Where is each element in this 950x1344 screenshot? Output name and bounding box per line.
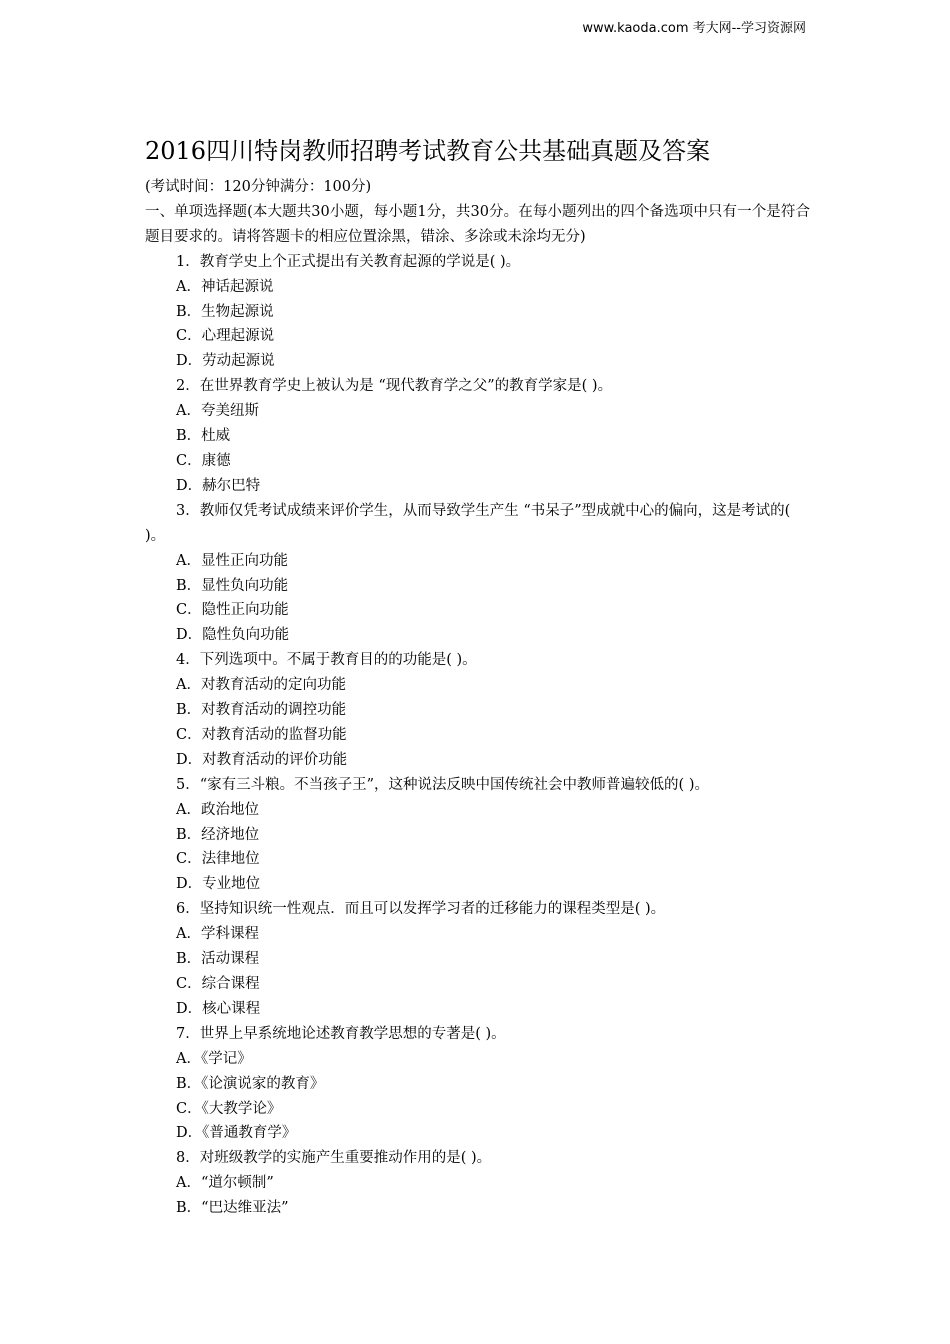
exam-info: (考试时间：120分钟满分：100分) — [145, 179, 372, 195]
option-b: B．显性负向功能 — [176, 577, 289, 594]
question-8 — [145, 1146, 810, 1221]
question-5 — [145, 773, 810, 898]
document-body — [145, 175, 810, 1221]
question-stem: 7．世界上早系统地论述教育教学思想的专著是( )。 — [176, 1025, 506, 1042]
option-d: D．专业地位 — [176, 876, 261, 893]
option-d: D．核心课程 — [176, 1000, 261, 1017]
option-c: C．对教育活动的监督功能 — [176, 726, 347, 743]
site-header: www.kaoda.com 考大网--学习资源网 — [582, 21, 806, 36]
option-b: B．生物起源说 — [176, 303, 274, 320]
option-a: A．夸美纽斯 — [176, 403, 259, 420]
option-a: A．对教育活动的定向功能 — [176, 677, 346, 694]
section-intro: 一、单项选择题(本大题共30小题，每小题1分，共30分。在每小题列出的四个备选项中只有一个是符合题目要求的。请将答题卡的相应位置涂黑，错涂、多涂或未涂均无分) — [145, 203, 810, 245]
question-stem: 3．教师仅凭考试成绩来评价学生，从而导致学生产生 “书呆子”型成就中心的偏向，这是考试的( )。 — [145, 502, 791, 544]
option-d: D．隐性负向功能 — [176, 627, 290, 644]
option-d: D．《普通教育学》 — [176, 1125, 297, 1142]
option-d: D．劳动起源说 — [176, 353, 275, 370]
option-a: A．“道尔顿制” — [176, 1175, 274, 1192]
option-c: C．法律地位 — [176, 851, 260, 868]
option-d: D．赫尔巴特 — [176, 477, 261, 494]
option-b: B．《论演说家的教育》 — [176, 1075, 325, 1092]
option-a: A．神话起源说 — [176, 278, 274, 295]
option-b: B．“巴达维亚法” — [176, 1200, 289, 1217]
option-b: B．经济地位 — [176, 826, 260, 843]
option-c: C．隐性正向功能 — [176, 602, 289, 619]
question-7 — [145, 1022, 810, 1147]
question-stem: 2．在世界教育学史上被认为是 “现代教育学之父”的教育学家是( )。 — [176, 378, 613, 395]
document-title: 2016四川特岗教师招聘考试教育公共基础真题及答案 — [145, 137, 711, 165]
question-1 — [145, 250, 810, 375]
question-stem: 1．教育学史上个正式提出有关教育起源的学说是( )。 — [176, 253, 521, 270]
option-b: B．活动课程 — [176, 951, 260, 968]
question-stem: 8．对班级教学的实施产生重要推动作用的是( )。 — [176, 1150, 492, 1167]
option-d: D．对教育活动的评价功能 — [176, 751, 348, 768]
question-stem: 6．坚持知识统一性观点．而且可以发挥学习者的迁移能力的课程类型是( )。 — [176, 901, 666, 918]
option-a: A．政治地位 — [176, 801, 259, 818]
option-a: A．学科课程 — [176, 926, 259, 943]
option-a: A．《学记》 — [176, 1050, 252, 1067]
option-c: C．心理起源说 — [176, 328, 275, 345]
question-2 — [145, 374, 810, 499]
question-6 — [145, 897, 810, 1022]
option-c: C．《大教学论》 — [176, 1100, 282, 1117]
option-c: C．康德 — [176, 452, 231, 469]
question-stem: 4．下列选项中。不属于教育目的的功能是( )。 — [176, 652, 477, 669]
question-stem: 5．“家有三斗粮。不当孩子王”，这种说法反映中国传统社会中教师普遍较低的( )。 — [176, 776, 709, 793]
option-a: A．显性正向功能 — [176, 552, 288, 569]
option-b: B．杜威 — [176, 428, 231, 445]
question-4 — [145, 648, 810, 773]
option-c: C．综合课程 — [176, 976, 260, 992]
question-3 — [145, 499, 810, 648]
option-b: B．对教育活动的调控功能 — [176, 702, 347, 719]
